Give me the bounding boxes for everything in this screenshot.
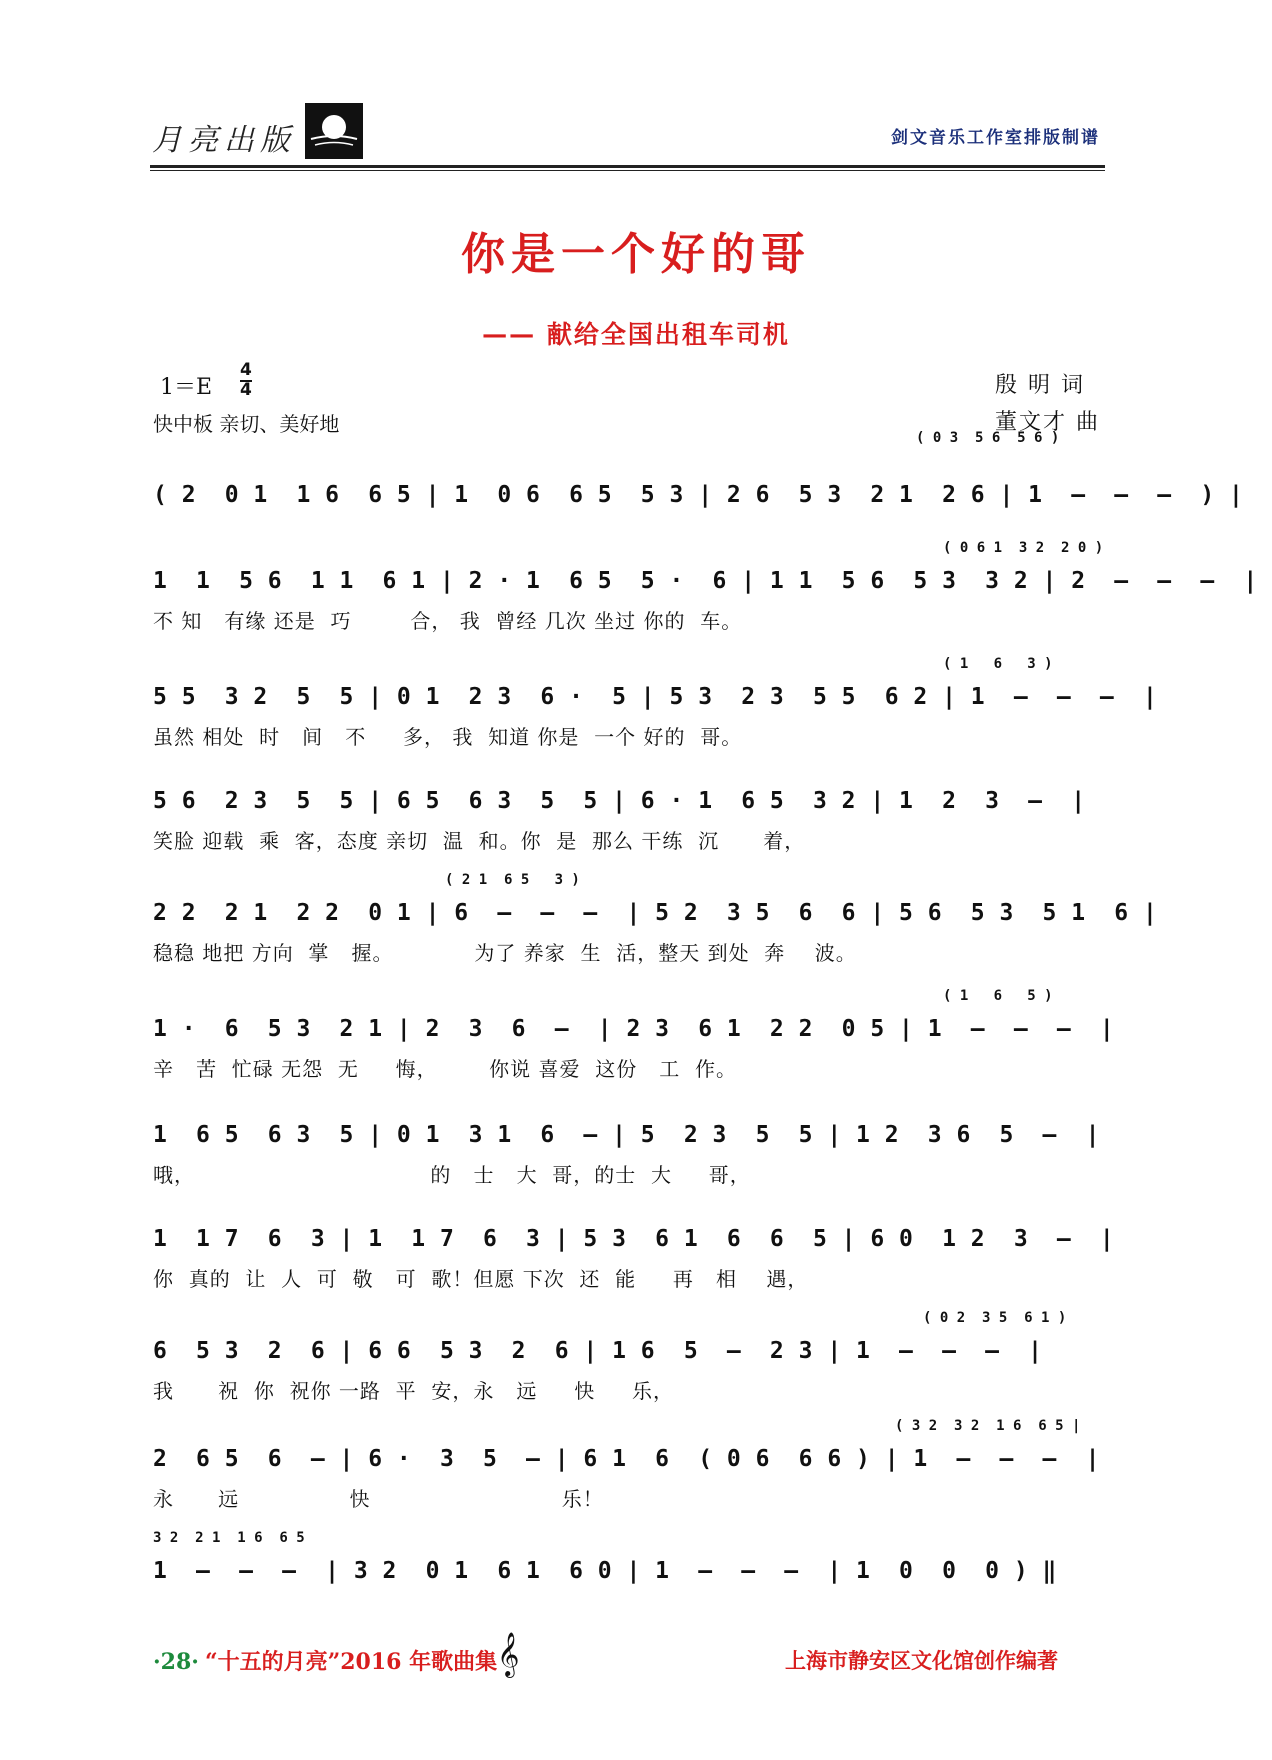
logo-text: 月亮出版 — [152, 123, 296, 158]
lyrics-line: 辛 苦 忙碌 无怨 无 悔， 你说 喜爱 这份 工 作。 — [153, 1057, 738, 1081]
notes-line: 2 6 5 6 – | 6 · 3 5 – | 6 1 6 ( 0 6 6 6 ) | 1 – – – | — [153, 1446, 1100, 1472]
notes-line: 5 6 2 3 5 5 | 6 5 6 3 5 5 | 6 · 1 6 5 3 2 | 1 2 3 – | — [153, 788, 1086, 814]
cue-notes: 3 2 2 1 1 6 6 5 — [153, 1530, 305, 1546]
tempo-marking: 快中板 亲切、美好地 — [153, 412, 340, 436]
time-bottom: 4 — [240, 380, 252, 400]
notes-line: 1 1 7 6 3 | 1 1 7 6 3 | 5 3 6 1 6 6 5 | 6 0 1 2 3 – | — [153, 1226, 1115, 1252]
lyrics-line: 笑脸 迎载 乘 客，态度 亲切 温 和。你 是 那么 干练 沉 着， — [153, 829, 806, 853]
logo-moon-icon — [305, 103, 363, 159]
composer: 董文才 曲 — [995, 410, 1100, 435]
lyricist: 殷 明 词 — [995, 373, 1085, 398]
page-footer-left — [153, 1645, 497, 1676]
notes-line: ( 2 0 1 1 6 6 5 | 1 0 6 6 5 5 3 | 2 6 5 3 2 1 2 6 | 1 – – – ) | — [153, 482, 1244, 508]
lyrics-line: 我 祝 你 祝你 一路 平 安，永 远 快 乐， — [153, 1379, 675, 1403]
cue-notes: ( 1 6 3 ) — [943, 656, 1053, 672]
lyrics-line: 稳稳 地把 方向 掌 握。 为了 养家 生 活，整天 到处 奔 波。 — [153, 941, 857, 965]
header-rule — [150, 165, 1105, 168]
publisher: 上海市静安区文化馆创作编著 — [785, 1648, 1058, 1673]
cue-notes: ( 0 2 3 5 6 1 ) — [923, 1310, 1067, 1326]
lyrics-line: 永 远 快 乐！ — [153, 1487, 604, 1511]
cue-notes: ( 0 3 5 6 5 6 ) — [916, 430, 1060, 446]
page-header — [150, 95, 1100, 175]
header-rule-thin — [150, 170, 1105, 171]
lyrics-line: 虽然 相处 时 间 不 多， 我 知道 你是 一个 好的 哥。 — [153, 725, 743, 749]
studio-name: 剑文音乐工作室排版制谱 — [891, 128, 1100, 148]
page-number: ·28· — [153, 1649, 199, 1675]
song-title: 你是一个好的哥 — [461, 229, 811, 280]
lyrics-line: 你 真的 让 人 可 敬 可 歌！但愿 下次 还 能 再 相 遇， — [153, 1267, 809, 1291]
notes-line: 2 2 2 1 2 2 0 1 | 6 – – – | 5 2 3 5 6 6 | 5 6 5 3 5 1 6 | — [153, 900, 1158, 926]
lyrics-line: 哦， 的 士 大 哥，的士 大 哥， — [153, 1163, 751, 1187]
cue-notes: ( 3 2 3 2 1 6 6 5 | — [895, 1418, 1081, 1434]
song-subtitle: —— 献给全国出租车司机 — [482, 320, 790, 349]
cue-notes: ( 2 1 6 5 3 ) — [445, 872, 580, 888]
cue-notes: ( 1 6 5 ) — [943, 988, 1053, 1004]
time-signature — [240, 362, 252, 399]
notes-line: 5 5 3 2 5 5 | 0 1 2 3 6 · 5 | 5 3 2 3 5 5 6 2 | 1 – – – | — [153, 684, 1158, 710]
treble-clef-icon: 𝄞 — [497, 1632, 520, 1676]
notes-line: 1 6 5 6 3 5 | 0 1 3 1 6 – | 5 2 3 5 5 | 1 2 3 6 5 – | — [153, 1122, 1100, 1148]
time-top: 4 — [240, 360, 252, 380]
notes-line: 1 1 5 6 1 1 6 1 | 2 · 1 6 5 5 · 6 | 1 1 5 6 5 3 3 2 | 2 – – – | — [153, 568, 1258, 594]
notes-line: 1 – – – | 3 2 0 1 6 1 6 0 | 1 – – – | 1 0 0 0 ) ‖ — [153, 1558, 1057, 1584]
book-title: “十五的月亮”2016 年歌曲集 — [204, 1649, 498, 1675]
notes-line: 6 5 3 2 6 | 6 6 5 3 2 6 | 1 6 5 – 2 3 | 1 – – – | — [153, 1338, 1043, 1364]
key-signature: 1＝E — [160, 375, 213, 400]
cue-notes: ( 0 6 1 3 2 2 0 ) — [943, 540, 1104, 556]
notes-line: 1 · 6 5 3 2 1 | 2 3 6 – | 2 3 6 1 2 2 0 5 | 1 – – – | — [153, 1016, 1115, 1042]
lyrics-line: 不 知 有缘 还是 巧 合， 我 曾经 几次 坐过 你的 车。 — [153, 609, 743, 633]
